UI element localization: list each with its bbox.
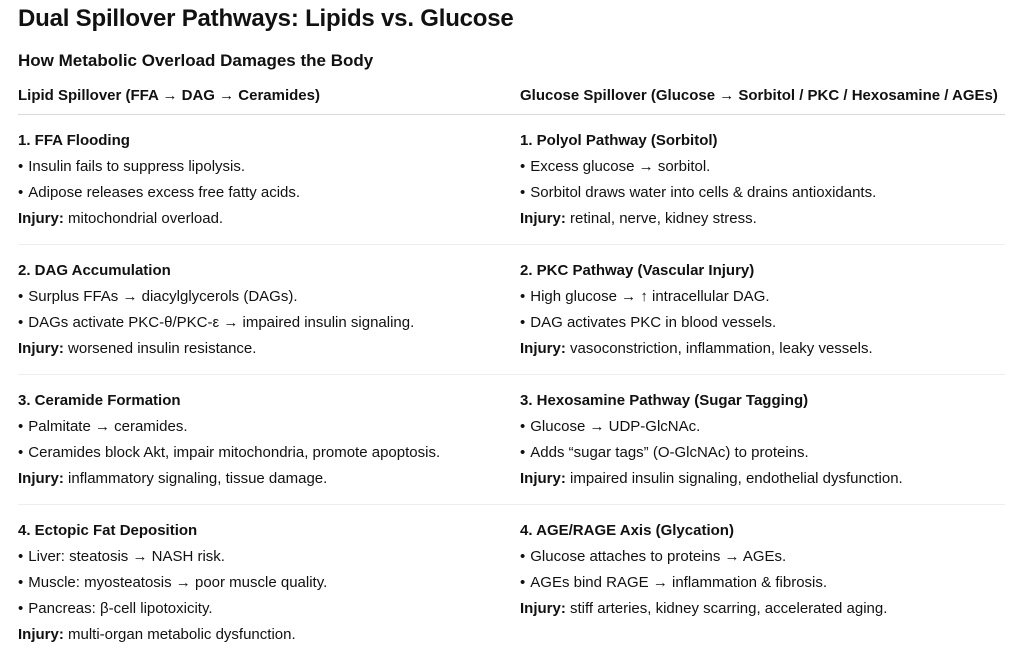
injury-label: Injury: <box>520 210 566 227</box>
injury-label: Injury: <box>520 470 566 487</box>
injury-text: mitochondrial overload. <box>68 210 224 227</box>
bullet-item: • Glucose → UDP-GlcNAc. <box>520 414 1005 440</box>
injury-text: multi-organ metabolic dysfunction. <box>68 626 296 643</box>
page-title: Dual Spillover Pathways: Lipids vs. Glucose <box>18 5 514 32</box>
injury-line <box>18 336 520 362</box>
bullet-item: • Adds “sugar tags” (O-GlcNAc) to proteins. <box>520 440 1005 466</box>
comparison-table <box>18 115 1005 660</box>
injury-text: worsened insulin resistance. <box>68 340 257 357</box>
column-header-lipid: Lipid Spillover (FFA → DAG → Ceramides) <box>18 87 320 104</box>
bullet-item: • Surplus FFAs → diacylglycerols (DAGs). <box>18 284 520 310</box>
injury-line <box>18 466 520 492</box>
section-title: 4. AGE/RAGE Axis (Glycation) <box>520 522 734 539</box>
lipid-cell <box>18 518 520 648</box>
section-title: 3. Hexosamine Pathway (Sugar Tagging) <box>520 392 809 409</box>
injury-line <box>520 596 1005 622</box>
injury-text: vasoconstriction, inflammation, leaky vessels. <box>570 340 873 357</box>
bullet-item: • Insulin fails to suppress lipolysis. <box>18 154 520 180</box>
bullet-item: • Sorbitol draws water into cells & drains antioxidants. <box>520 180 1005 206</box>
injury-text: inflammatory signaling, tissue damage. <box>68 470 328 487</box>
injury-label: Injury: <box>18 626 64 643</box>
lipid-cell <box>18 128 520 232</box>
bullet-item: • Excess glucose → sorbitol. <box>520 154 1005 180</box>
section-title: 1. FFA Flooding <box>18 132 130 149</box>
bullet-item: • DAG activates PKC in blood vessels. <box>520 310 1005 336</box>
lipid-cell <box>18 258 520 362</box>
bullet-item: • Adipose releases excess free fatty acids. <box>18 180 520 206</box>
section-title: 1. Polyol Pathway (Sorbitol) <box>520 132 718 149</box>
table-row <box>18 505 1005 660</box>
bullet-item: • Muscle: myosteatosis → poor muscle quality. <box>18 570 520 596</box>
section-title: 2. DAG Accumulation <box>18 262 171 279</box>
glucose-cell <box>520 128 1005 232</box>
injury-label: Injury: <box>520 340 566 357</box>
table-row <box>18 245 1005 375</box>
table-row <box>18 115 1005 245</box>
section-title: 3. Ceramide Formation <box>18 392 181 409</box>
bullet-item: • Liver: steatosis → NASH risk. <box>18 544 520 570</box>
column-headers <box>18 86 1005 115</box>
section-title: 4. Ectopic Fat Deposition <box>18 522 198 539</box>
column-header-glucose: Glucose Spillover (Glucose → Sorbitol / PKC / Hexosamine / AGEs) <box>520 87 998 104</box>
injury-text: impaired insulin signaling, endothelial dysfunction. <box>570 470 903 487</box>
injury-text: stiff arteries, kidney scarring, accelerated aging. <box>570 600 888 617</box>
injury-line <box>520 206 1005 232</box>
section-title: 2. PKC Pathway (Vascular Injury) <box>520 262 755 279</box>
bullet-item: • DAGs activate PKC-θ/PKC-ε → impaired insulin signaling. <box>18 310 520 336</box>
bullet-item: • Ceramides block Akt, impair mitochondria, promote apoptosis. <box>18 440 520 466</box>
bullet-item: • Glucose attaches to proteins → AGEs. <box>520 544 1005 570</box>
injury-line <box>18 206 520 232</box>
bullet-item: • Pancreas: β-cell lipotoxicity. <box>18 596 520 622</box>
injury-label: Injury: <box>18 470 64 487</box>
page-subtitle: How Metabolic Overload Damages the Body <box>18 51 374 70</box>
injury-label: Injury: <box>520 600 566 617</box>
glucose-cell <box>520 518 1005 648</box>
injury-label: Injury: <box>18 210 64 227</box>
glucose-cell <box>520 388 1005 492</box>
injury-label: Injury: <box>18 340 64 357</box>
bullet-item: • High glucose → ↑ intracellular DAG. <box>520 284 1005 310</box>
glucose-cell <box>520 258 1005 362</box>
injury-text: retinal, nerve, kidney stress. <box>570 210 757 227</box>
bullet-item: • Palmitate → ceramides. <box>18 414 520 440</box>
injury-line <box>18 622 520 648</box>
lipid-cell <box>18 388 520 492</box>
table-row <box>18 375 1005 505</box>
injury-line <box>520 336 1005 362</box>
bullet-item: • AGEs bind RAGE → inflammation & fibrosis. <box>520 570 1005 596</box>
injury-line <box>520 466 1005 492</box>
